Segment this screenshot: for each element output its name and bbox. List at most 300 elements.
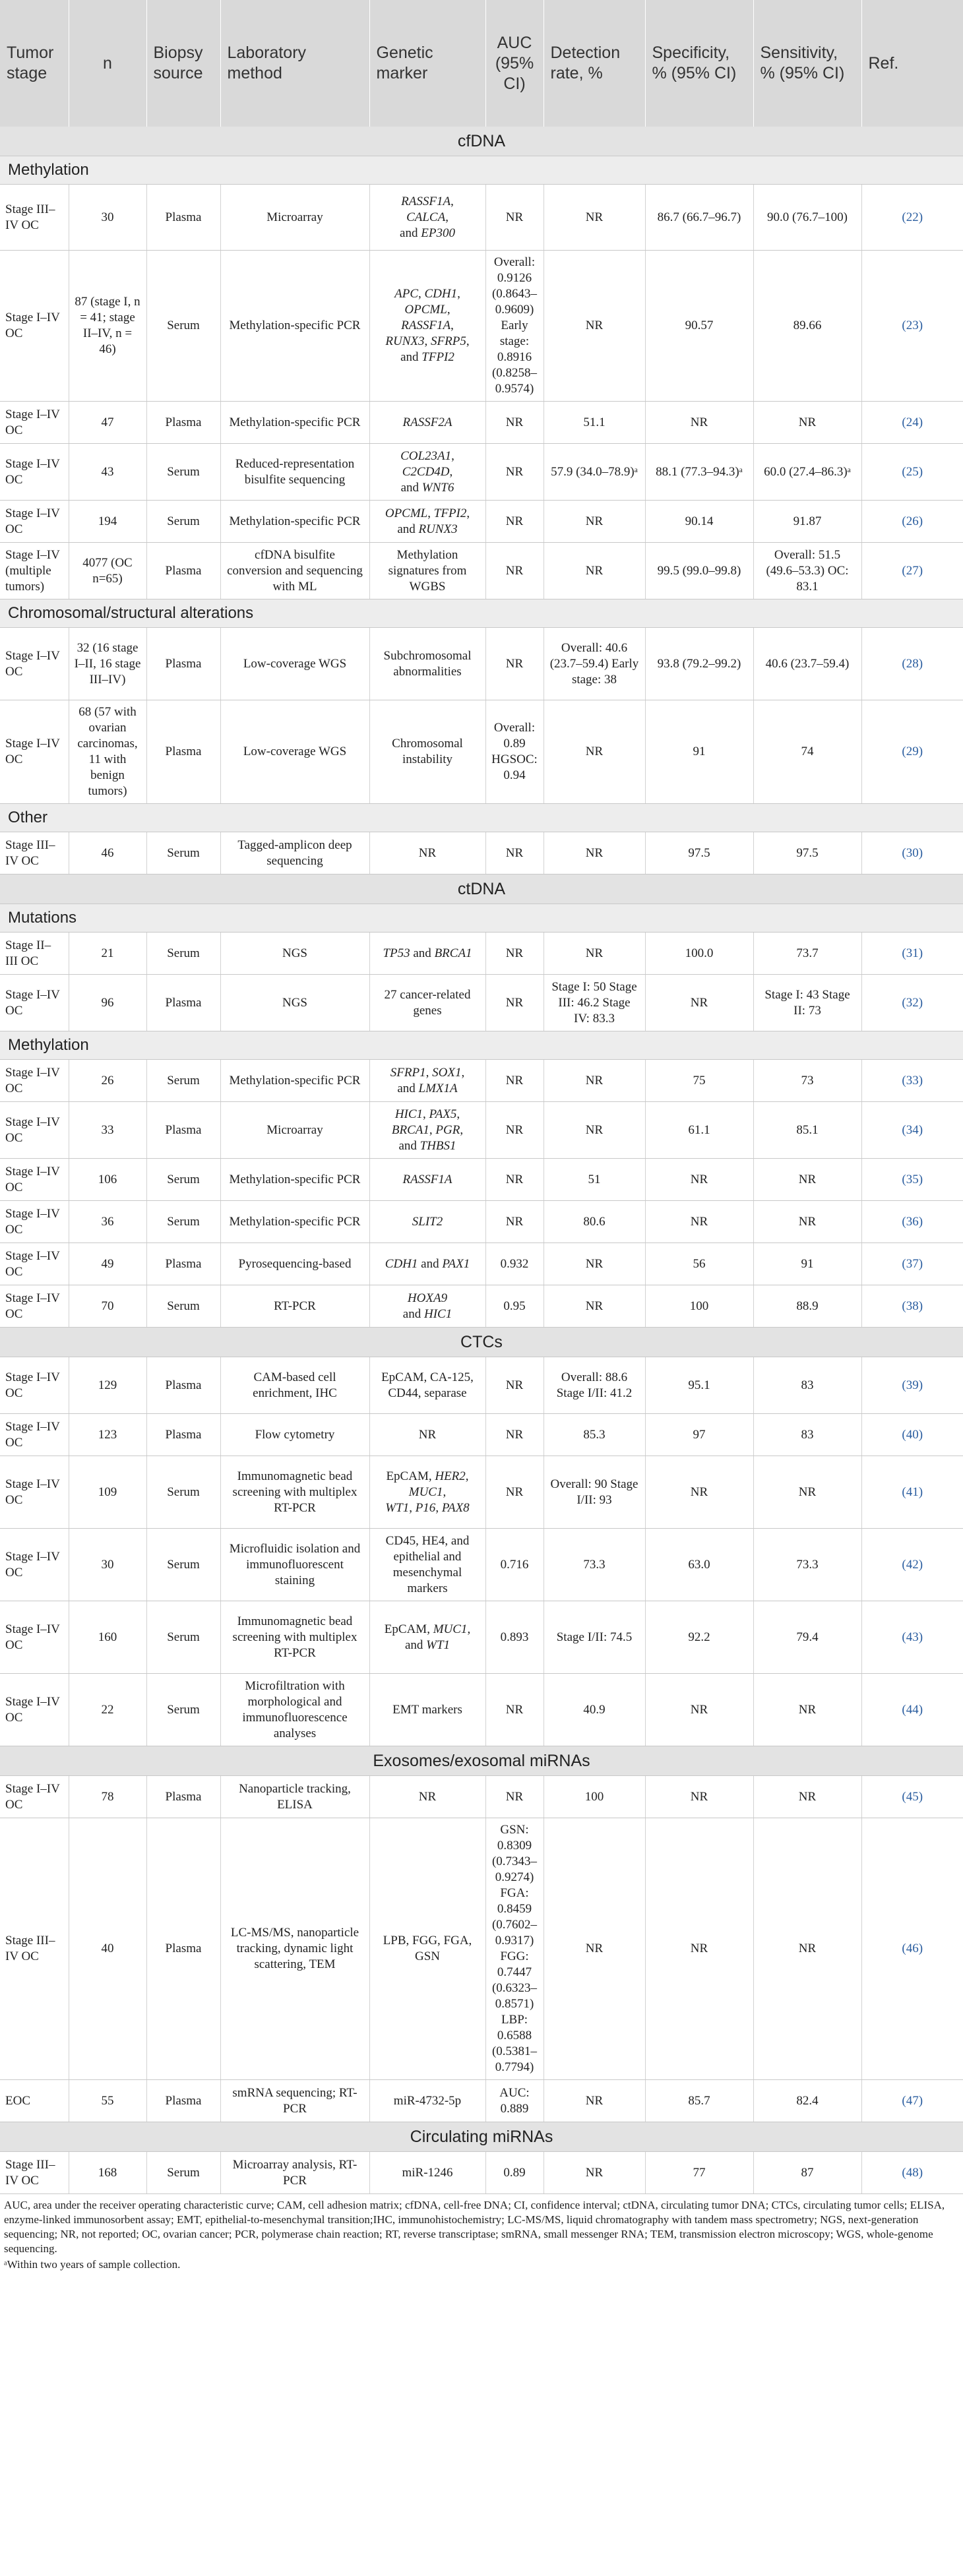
cell-detection-rate: Overall: 88.6 Stage I/II: 41.2 [544, 1357, 645, 1414]
cell-n: 68 (57 with ovarian carcinomas, 11 with benign tumors) [69, 700, 146, 804]
cell-n: 26 [69, 1060, 146, 1102]
cell-n: 33 [69, 1102, 146, 1159]
cell-tumor-stage: Stage I–IV OC [0, 1285, 69, 1328]
table-row [0, 251, 963, 402]
gene-symbol: HOXA9 [407, 1291, 448, 1305]
marker-text: , [451, 448, 454, 463]
cell-n: 21 [69, 933, 146, 975]
cell-biopsy-source: Serum [146, 444, 220, 501]
gene-symbol: SOX1 [432, 1065, 462, 1080]
cell-tumor-stage: Stage I–IV (multiple tumors) [0, 543, 69, 599]
cell-specificity: 100 [645, 1285, 753, 1328]
cell-biopsy-source: Serum [146, 1201, 220, 1243]
cell-sensitivity: 40.6 (23.7–59.4) [753, 628, 861, 700]
marker-text: , [443, 1485, 447, 1499]
header-ref: Ref. [861, 0, 963, 127]
subsection-header-row [0, 904, 963, 933]
gene-symbol: TP53 [383, 946, 410, 960]
cell-lab-method: Microarray [220, 185, 369, 251]
cell-biopsy-source: Serum [146, 501, 220, 543]
cell-ref: (28) [861, 628, 963, 700]
table-row [0, 444, 963, 501]
cell-specificity: 86.7 (66.7–96.7) [645, 185, 753, 251]
cell-genetic-marker [369, 933, 485, 975]
cell-auc: NR [485, 185, 544, 251]
cell-detection-rate: 80.6 [544, 1201, 645, 1243]
table-row [0, 1776, 963, 1818]
marker-text: , [460, 1122, 464, 1137]
cell-lab-method: Immunomagnetic bead screening with multiplex RT-PCR [220, 1601, 369, 1674]
cell-sensitivity: 79.4 [753, 1601, 861, 1674]
marker-text: and [400, 480, 422, 495]
gene-symbol: RASSF1A [401, 319, 451, 332]
marker-text: , [423, 1107, 429, 1121]
cell-genetic-marker [369, 2080, 485, 2122]
cell-biopsy-source: Plasma [146, 1243, 220, 1285]
marker-text: , [457, 287, 460, 301]
cell-genetic-marker [369, 975, 485, 1031]
cell-lab-method: Immunomagnetic bead screening with multiplex RT-PCR [220, 1456, 369, 1529]
header-tumor-stage: Tumor stage [0, 0, 69, 127]
gene-symbol: HIC1 [423, 1306, 452, 1321]
cell-biopsy-source: Plasma [146, 402, 220, 444]
cell-ref: (24) [861, 402, 963, 444]
cell-genetic-marker [369, 1102, 485, 1159]
table-row [0, 832, 963, 874]
table-row [0, 1159, 963, 1201]
cell-detection-rate: 73.3 [544, 1529, 645, 1601]
cell-sensitivity: 85.1 [753, 1102, 861, 1159]
marker-text: NR [418, 1789, 437, 1804]
cell-tumor-stage: Stage I–IV OC [0, 1159, 69, 1201]
cell-sensitivity: 90.0 (76.7–100) [753, 185, 861, 251]
gene-symbol: LMX1A [418, 1081, 458, 1095]
cell-specificity: NR [645, 1776, 753, 1818]
gene-symbol: APC [394, 287, 418, 301]
cell-auc: NR [485, 1776, 544, 1818]
marker-text: and [397, 1081, 419, 1095]
marker-text: , [450, 194, 454, 208]
cell-auc: NR [485, 1060, 544, 1102]
header-n: n [69, 0, 146, 127]
cell-lab-method: Methylation-specific PCR [220, 1060, 369, 1102]
cell-sensitivity: 87 [753, 2152, 861, 2194]
cell-lab-method: Microarray [220, 1102, 369, 1159]
header-specificity: Specificity, % (95% CI) [645, 0, 753, 127]
cell-tumor-stage: Stage I–IV OC [0, 700, 69, 804]
cell-tumor-stage: Stage I–IV OC [0, 1414, 69, 1456]
cell-lab-method: CAM-based cell enrichment, IHC [220, 1357, 369, 1414]
section-label: Circulating miRNAs [0, 2122, 963, 2152]
marker-text: CD45, HE4, and epithelial and mesenchymal markers [385, 1533, 470, 1595]
cell-auc: NR [485, 1201, 544, 1243]
cell-detection-rate: Overall: 90 Stage I/II: 93 [544, 1456, 645, 1529]
cell-genetic-marker [369, 700, 485, 804]
gene-symbol: OPCML [385, 506, 428, 520]
cell-biopsy-source: Serum [146, 1674, 220, 1746]
cell-biopsy-source: Plasma [146, 1776, 220, 1818]
table-row [0, 1201, 963, 1243]
cell-tumor-stage: Stage I–IV OC [0, 1776, 69, 1818]
gene-symbol: SFRP1 [390, 1065, 426, 1080]
section-header-row [0, 1328, 963, 1357]
marker-text: , [445, 210, 449, 224]
gene-symbol: SFRP5 [431, 334, 466, 348]
cell-auc: Overall: 0.9126 (0.8643–0.9609) Early stage: 0.8916 (0.8258–0.9574) [485, 251, 544, 402]
cell-tumor-stage: Stage I–IV OC [0, 1357, 69, 1414]
cell-n: 4077 (OC n=65) [69, 543, 146, 599]
gene-symbol: CDH1 [424, 287, 458, 301]
gene-symbol: HIC1 [394, 1107, 423, 1121]
marker-text: and [398, 1138, 420, 1153]
table-row [0, 1414, 963, 1456]
marker-text: , [424, 334, 431, 348]
cell-specificity: 75 [645, 1060, 753, 1102]
marker-text: , [447, 303, 450, 317]
cell-biopsy-source: Serum [146, 832, 220, 874]
cell-genetic-marker [369, 1776, 485, 1818]
cell-genetic-marker [369, 1159, 485, 1201]
subsection-header-row [0, 599, 963, 628]
gene-symbol: TFPI2 [421, 350, 454, 364]
marker-text: miR-4732-5p [393, 2093, 462, 2108]
gene-symbol: WNT6 [421, 480, 454, 495]
cell-lab-method: NGS [220, 975, 369, 1031]
table-row [0, 1243, 963, 1285]
cell-ref: (48) [861, 2152, 963, 2194]
cell-specificity: 97.5 [645, 832, 753, 874]
marker-text: Chromosomal instability [392, 737, 463, 766]
cell-n: 168 [69, 2152, 146, 2194]
cell-sensitivity: NR [753, 1818, 861, 2080]
cell-auc: 0.716 [485, 1529, 544, 1601]
cell-biopsy-source: Serum [146, 1601, 220, 1674]
cell-detection-rate: NR [544, 1818, 645, 2080]
cell-auc: NR [485, 1102, 544, 1159]
cell-ref: (29) [861, 700, 963, 804]
cell-tumor-stage: Stage I–IV OC [0, 1674, 69, 1746]
cell-genetic-marker [369, 1529, 485, 1601]
cell-ref: (43) [861, 1601, 963, 1674]
cell-specificity: 93.8 (79.2–99.2) [645, 628, 753, 700]
gene-symbol: WT1 [426, 1638, 450, 1652]
cell-biopsy-source: Plasma [146, 700, 220, 804]
marker-text: NR [418, 845, 437, 860]
table-row [0, 1456, 963, 1529]
cell-sensitivity: 89.66 [753, 251, 861, 402]
cell-genetic-marker [369, 501, 485, 543]
subsection-label: Methylation [0, 156, 963, 185]
gene-symbol: P16 [415, 1500, 436, 1515]
cell-genetic-marker [369, 185, 485, 251]
abbreviations-footnote: AUC, area under the receiver operating characteristic curve; CAM, cell adhesion matrix; cfDNA, cell-free DNA; CI, confidence interval; ctDNA, circulating tumor DNA; CTCs, circulating tumor cells; ELISA, enzyme-linked immunosorbent assay; EMT, epithelial-to-mesenchymal transition;IHC, immunohistochemistry; LC-MS/MS, liquid chromatography with tandem mass spectrometry; NGS, next-generation sequencing; NR, not reported; OC, ovarian cancer; PCR, polymerase chain reaction; RT, reverse transcriptase; smRNA, small messenger RNA; TEM, transmission electron microscopy; WGS, whole-genome sequencing. [4, 2199, 945, 2255]
cell-specificity: NR [645, 402, 753, 444]
gene-symbol: SLIT2 [412, 1214, 443, 1229]
cell-sensitivity: NR [753, 1201, 861, 1243]
gene-symbol: PAX8 [441, 1500, 470, 1515]
gene-symbol: RUNX3 [385, 334, 425, 348]
cell-sensitivity: NR [753, 1159, 861, 1201]
cell-n: 194 [69, 501, 146, 543]
cell-tumor-stage: Stage III–IV OC [0, 1818, 69, 2080]
section-header-row [0, 2122, 963, 2152]
cell-detection-rate: NR [544, 543, 645, 599]
marker-text: , [466, 506, 470, 520]
cell-tumor-stage: Stage III–IV OC [0, 832, 69, 874]
cell-n: 129 [69, 1357, 146, 1414]
marker-text: miR-1246 [402, 2165, 453, 2180]
section-label: cfDNA [0, 127, 963, 156]
marker-text: EpCAM, [386, 1469, 435, 1483]
cell-auc: Overall: 0.89 HGSOC: 0.94 [485, 700, 544, 804]
marker-text: 27 cancer-related genes [384, 987, 471, 1018]
cell-biopsy-source: Plasma [146, 543, 220, 599]
cell-biopsy-source: Plasma [146, 1414, 220, 1456]
cell-tumor-stage: Stage I–IV OC [0, 444, 69, 501]
table-row [0, 1357, 963, 1414]
table-row [0, 1674, 963, 1746]
cell-ref: (46) [861, 1818, 963, 2080]
cell-specificity: 77 [645, 2152, 753, 2194]
cell-tumor-stage: Stage I–IV OC [0, 402, 69, 444]
cell-auc: 0.932 [485, 1243, 544, 1285]
gene-symbol: OPCML [404, 303, 447, 317]
marker-text: , [467, 1622, 471, 1636]
cell-lab-method: Microarray analysis, RT-PCR [220, 2152, 369, 2194]
cell-tumor-stage: Stage I–IV OC [0, 1102, 69, 1159]
cell-sensitivity: Stage I: 43 Stage II: 73 [753, 975, 861, 1031]
table-row [0, 402, 963, 444]
table-row [0, 1601, 963, 1674]
cell-detection-rate: NR [544, 501, 645, 543]
cell-genetic-marker [369, 1674, 485, 1746]
cell-sensitivity: NR [753, 1776, 861, 1818]
cell-genetic-marker [369, 1818, 485, 2080]
cell-auc: 0.89 [485, 2152, 544, 2194]
cell-specificity: 97 [645, 1414, 753, 1456]
cell-biopsy-source: Plasma [146, 1102, 220, 1159]
cell-specificity: 95.1 [645, 1357, 753, 1414]
cell-specificity: NR [645, 1456, 753, 1529]
cell-specificity: 85.7 [645, 2080, 753, 2122]
cell-detection-rate: 100 [544, 1776, 645, 1818]
cell-auc: NR [485, 1159, 544, 1201]
cell-biopsy-source: Serum [146, 1060, 220, 1102]
cell-lab-method: Nanoparticle tracking, ELISA [220, 1776, 369, 1818]
table-row [0, 1060, 963, 1102]
header-detection-rate: Detection rate, % [544, 0, 645, 127]
cell-sensitivity: 91 [753, 1243, 861, 1285]
cell-specificity: 90.14 [645, 501, 753, 543]
cell-sensitivity: 73.3 [753, 1529, 861, 1601]
cell-detection-rate: NR [544, 2080, 645, 2122]
marker-text: and [400, 350, 422, 364]
cell-auc: NR [485, 1456, 544, 1529]
marker-text: LPB, FGG, FGA, GSN [383, 1934, 472, 1963]
gene-symbol: RASSF1A [401, 194, 451, 208]
cell-ref: (23) [861, 251, 963, 402]
header-genetic-marker: Genetic marker [369, 0, 485, 127]
cell-specificity: 63.0 [645, 1529, 753, 1601]
cell-detection-rate: Stage I/II: 74.5 [544, 1601, 645, 1674]
cell-biopsy-source: Serum [146, 2152, 220, 2194]
cell-auc: NR [485, 628, 544, 700]
marker-text: , [456, 1107, 460, 1121]
marker-text: NR [418, 1427, 437, 1442]
cell-lab-method: Low-coverage WGS [220, 628, 369, 700]
cell-specificity: 92.2 [645, 1601, 753, 1674]
gene-symbol: WT1 [385, 1500, 410, 1515]
cell-tumor-stage: Stage I–IV OC [0, 501, 69, 543]
cell-tumor-stage: Stage II–III OC [0, 933, 69, 975]
cell-specificity: NR [645, 1674, 753, 1746]
cell-sensitivity: 97.5 [753, 832, 861, 874]
header-auc: AUC (95% CI) [485, 0, 544, 127]
table-row [0, 2152, 963, 2194]
gene-symbol: HER2 [435, 1469, 466, 1483]
cell-ref: (47) [861, 2080, 963, 2122]
cell-n: 22 [69, 1674, 146, 1746]
cell-ref: (39) [861, 1357, 963, 1414]
cell-ref: (36) [861, 1201, 963, 1243]
header-laboratory-method: Laboratory method [220, 0, 369, 127]
marker-text: , [425, 1065, 433, 1080]
marker-text: and [418, 1256, 443, 1271]
cell-sensitivity: NR [753, 1456, 861, 1529]
subsection-header-row [0, 156, 963, 185]
cell-specificity: 91 [645, 700, 753, 804]
cell-specificity: NR [645, 1818, 753, 2080]
cell-detection-rate: NR [544, 2152, 645, 2194]
marker-text: , [449, 464, 453, 479]
cell-lab-method: Tagged-amplicon deep sequencing [220, 832, 369, 874]
marker-text: EpCAM, CA-125, CD44, separase [381, 1370, 474, 1400]
marker-text: and [397, 522, 419, 536]
cell-sensitivity: 91.87 [753, 501, 861, 543]
cell-lab-method: Methylation-specific PCR [220, 1201, 369, 1243]
cell-n: 30 [69, 1529, 146, 1601]
cell-lab-method: NGS [220, 933, 369, 975]
table-row [0, 700, 963, 804]
cell-tumor-stage: Stage I–IV OC [0, 251, 69, 402]
cell-tumor-stage: Stage I–IV OC [0, 1201, 69, 1243]
section-label: ctDNA [0, 874, 963, 904]
cell-tumor-stage: Stage I–IV OC [0, 1243, 69, 1285]
cell-n: 160 [69, 1601, 146, 1674]
cell-biopsy-source: Plasma [146, 1357, 220, 1414]
cell-lab-method: Pyrosequencing-based [220, 1243, 369, 1285]
cell-sensitivity: Overall: 51.5 (49.6–53.3) OC: 83.1 [753, 543, 861, 599]
cell-detection-rate: NR [544, 1102, 645, 1159]
cell-tumor-stage: Stage I–IV OC [0, 1529, 69, 1601]
cell-biopsy-source: Serum [146, 1529, 220, 1601]
table-row [0, 2080, 963, 2122]
table-row [0, 1529, 963, 1601]
cell-tumor-stage: Stage I–IV OC [0, 975, 69, 1031]
cell-n: 70 [69, 1285, 146, 1328]
cell-auc: NR [485, 501, 544, 543]
section-label: CTCs [0, 1328, 963, 1357]
subsection-label: Other [0, 804, 963, 832]
cell-detection-rate: 51.1 [544, 402, 645, 444]
superscript-a-footnote: ᵃWithin two years of sample collection. [4, 2258, 181, 2271]
cell-detection-rate: Stage I: 50 Stage III: 46.2 Stage IV: 83.3 [544, 975, 645, 1031]
cell-sensitivity: 73.7 [753, 933, 861, 975]
cell-auc: 0.95 [485, 1285, 544, 1328]
cell-biopsy-source: Serum [146, 251, 220, 402]
cell-specificity: 100.0 [645, 933, 753, 975]
cell-specificity: 61.1 [645, 1102, 753, 1159]
cell-n: 109 [69, 1456, 146, 1529]
cell-n: 96 [69, 975, 146, 1031]
header-row [0, 0, 963, 127]
cell-detection-rate: NR [544, 185, 645, 251]
cell-ref: (32) [861, 975, 963, 1031]
cell-ref: (40) [861, 1414, 963, 1456]
gene-symbol: RASSF1A [402, 1172, 452, 1186]
cell-specificity: 56 [645, 1243, 753, 1285]
cell-detection-rate: Overall: 40.6 (23.7–59.4) Early stage: 38 [544, 628, 645, 700]
subsection-header-row [0, 804, 963, 832]
cell-biopsy-source: Serum [146, 933, 220, 975]
marker-text: , [409, 1500, 416, 1515]
cell-genetic-marker [369, 1357, 485, 1414]
cell-biopsy-source: Plasma [146, 185, 220, 251]
cell-sensitivity: 88.9 [753, 1285, 861, 1328]
cell-genetic-marker [369, 1285, 485, 1328]
gene-symbol: MUC1 [433, 1622, 468, 1636]
cell-tumor-stage: Stage I–IV OC [0, 1456, 69, 1529]
gene-symbol: C2CD4D [402, 464, 450, 479]
subsection-label: Mutations [0, 904, 963, 933]
cell-n: 40 [69, 1818, 146, 2080]
cell-auc: NR [485, 933, 544, 975]
cell-auc: NR [485, 444, 544, 501]
marker-text: and [402, 1306, 424, 1321]
gene-symbol: EP300 [421, 226, 455, 240]
gene-symbol: PAX1 [442, 1256, 470, 1271]
cell-biopsy-source: Plasma [146, 1818, 220, 2080]
cell-ref: (27) [861, 543, 963, 599]
marker-text: Subchromosomal abnormalities [383, 648, 472, 679]
table-body [0, 127, 963, 2194]
cell-n: 47 [69, 402, 146, 444]
gene-symbol: MUC1 [408, 1485, 443, 1499]
cell-lab-method: Microfluidic isolation and immunofluorescent staining [220, 1529, 369, 1601]
gene-symbol: PGR [435, 1122, 460, 1137]
cell-specificity: NR [645, 1201, 753, 1243]
marker-text: and [404, 1638, 427, 1652]
cell-specificity: NR [645, 975, 753, 1031]
table-row [0, 543, 963, 599]
table-row [0, 1102, 963, 1159]
cell-detection-rate: NR [544, 1285, 645, 1328]
cell-ref: (22) [861, 185, 963, 251]
cell-lab-method: Reduced-representation bisulfite sequencing [220, 444, 369, 501]
cell-genetic-marker [369, 444, 485, 501]
cell-sensitivity: 83 [753, 1414, 861, 1456]
marker-text: , [465, 1469, 469, 1483]
cell-ref: (31) [861, 933, 963, 975]
cell-biopsy-source: Plasma [146, 2080, 220, 2122]
cell-lab-method: Methylation-specific PCR [220, 1159, 369, 1201]
table-row [0, 933, 963, 975]
marker-text: and [410, 946, 435, 960]
cell-ref: (35) [861, 1159, 963, 1201]
cell-ref: (41) [861, 1456, 963, 1529]
cell-sensitivity: 73 [753, 1060, 861, 1102]
marker-text: , [418, 287, 425, 301]
